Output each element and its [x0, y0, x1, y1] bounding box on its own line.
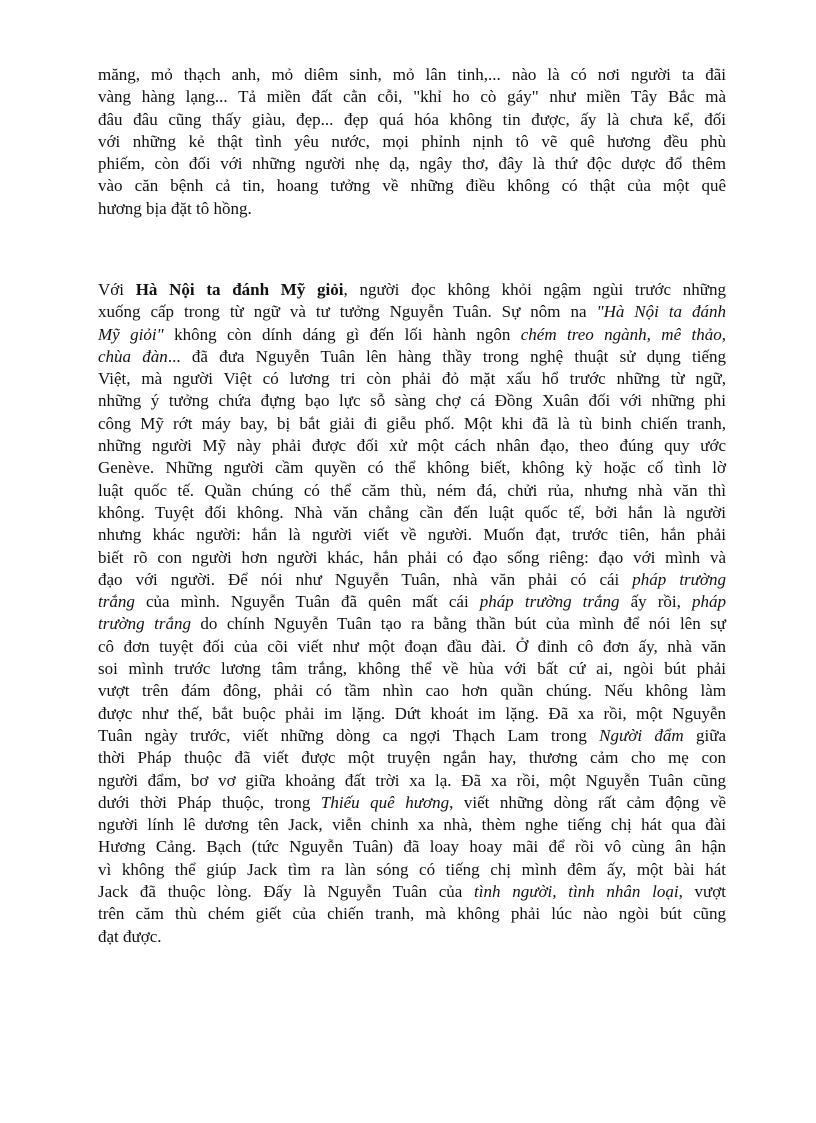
- text-run: trên căm thù chém giết của chiến tranh, mà không phải lúc nào ngòi bút cũng: [98, 904, 726, 924]
- italic-text: trường trắng: [98, 614, 191, 634]
- text-line: [98, 814, 726, 836]
- italic-text: Người đẩm: [599, 725, 684, 745]
- text-run: cô đơn tuyệt đối của cõi viết như một đoạn đầu đài. Ở đỉnh cô đơn ấy, nhà văn: [98, 636, 726, 656]
- text-line: [98, 770, 726, 792]
- text-run: những ý tưởng chứa đựng bạo lực sỗ sàng chợ cá Đồng Xuân đối với những phi: [98, 391, 726, 411]
- text-run: Genève. Những người cầm quyền có thể không biết, không kỳ hoặc cố tình lờ: [98, 458, 726, 478]
- text-run: phiếm, còn đối với những người nhẹ dạ, ngây thơ, đây là thứ độc dược đổ thêm: [98, 154, 726, 174]
- text-run: đạt được.: [98, 926, 162, 946]
- text-run: Tuân ngày trước, viết những dòng ca ngợi Thạch Lam trong: [98, 725, 600, 745]
- text-line: [98, 175, 726, 197]
- text-line: [98, 703, 726, 725]
- italic-text: trắng: [98, 592, 135, 612]
- text-run: Jack đã thuộc lòng. Đấy là Nguyễn Tuân của: [98, 882, 475, 902]
- text-run: được như thế, bắt buộc phải im lặng. Dứt khoát im lặng. Đã xa rồi, một Nguyễn: [98, 703, 726, 723]
- italic-text: Mỹ giỏi": [98, 324, 164, 344]
- text-run: công Mỹ rớt máy bay, bị bắt giải đi giễu phố. Một khi đã là tù binh chiến tranh,: [98, 413, 726, 433]
- text-run: vì không thể giúp Jack tìm ra làn sóng có tiếng chị mình đêm ấy, một bài hát: [98, 859, 726, 879]
- italic-text: Thiếu quê hương: [320, 792, 450, 812]
- text-line: [98, 547, 726, 569]
- text-run: đạo với người. Để nói như Nguyễn Tuân, nhà văn phải có cái: [98, 569, 633, 589]
- text-run: xuống cấp trong từ ngữ và tư tưởng Nguyễn Tuân. Sự nôm na: [98, 302, 597, 322]
- text-run: hương bịa đặt tô hồng.: [98, 198, 252, 218]
- italic-text: chém treo ngành, mê thảo,: [520, 324, 727, 344]
- text-line: [98, 153, 726, 175]
- text-line: [98, 86, 726, 108]
- text-line: [98, 569, 726, 591]
- text-line: [98, 658, 726, 680]
- text-line: [98, 680, 726, 702]
- text-run: ấy rồi,: [619, 592, 692, 612]
- text-run: vàng hàng lạng... Tả miền đất cằn cỗi, "khỉ ho cò gáy" như miền Tây Bắc mà: [98, 87, 726, 107]
- text-run: , viết những dòng rất cảm động về: [449, 792, 727, 812]
- bold-text: Hà Nội ta đánh Mỹ giỏi: [135, 280, 344, 299]
- text-line: [98, 591, 726, 613]
- text-line: [98, 725, 726, 747]
- italic-text: chùa đàn: [98, 346, 168, 366]
- text-line: [98, 109, 726, 131]
- italic-text: pháp: [692, 592, 726, 612]
- text-line: [98, 64, 726, 86]
- text-line: [98, 613, 726, 635]
- text-line: [98, 435, 726, 457]
- text-line: [98, 279, 726, 301]
- text-line: [98, 636, 726, 658]
- text-run: đâu đâu cũng thấy giàu, đẹp... đẹp quá hóa không tin được, ấy là chưa kể, đối: [98, 109, 726, 129]
- italic-text: pháp trường trắng: [479, 592, 620, 612]
- text-run: không còn dính dáng gì đến lối hành ngôn: [163, 324, 521, 344]
- text-run: , người đọc không khỏi ngậm ngùi trước những: [343, 280, 726, 299]
- text-line: [98, 457, 726, 479]
- text-run: của mình. Nguyễn Tuân đã quên mất cái: [134, 592, 480, 612]
- text-line: [98, 324, 726, 346]
- text-line: [98, 198, 726, 220]
- text-line: [98, 413, 726, 435]
- text-line: [98, 881, 726, 903]
- text-line: [98, 131, 726, 153]
- text-run: với những kẻ thật tình yêu nước, mọi phỉnh nịnh tô vẽ quê hương đều phù: [98, 131, 726, 151]
- text-run: Việt, mà người Việt có lương tri còn phải đỏ mặt xấu hổ trước những từ ngữ,: [98, 369, 726, 389]
- text-run: luật quốc tế. Quần chúng có thể căm thù, ném đá, chửi rủa, nhưng nhà văn thì: [98, 480, 726, 500]
- text-run: giữa: [683, 725, 727, 745]
- text-run: do chính Nguyễn Tuân tạo ra bằng thần bút của mình để nói lên sự: [190, 614, 726, 634]
- text-line: [98, 859, 726, 881]
- text-run: Với: [98, 280, 136, 299]
- text-line: [98, 502, 726, 524]
- text-line: [98, 792, 726, 814]
- text-run: thời Pháp thuộc đã viết được một truyện ngắn hay, thương cảm cho mẹ con: [98, 748, 726, 768]
- text-run: những người Mỹ này phải được đối xử một cách nhân đạo, theo đúng quy ước: [98, 436, 726, 456]
- text-run: soi mình trước lương tâm trắng, không thể về hùa với bất cứ ai, ngòi bút phải: [98, 659, 726, 679]
- text-run: không. Tuyệt đối không. Nhà văn chẳng cần đến luật quốc tế, bởi hắn là người: [98, 502, 726, 522]
- text-line: [98, 926, 726, 948]
- text-line: [98, 368, 726, 390]
- text-run: măng, mỏ thạch anh, mỏ diêm sinh, mỏ lân tinh,... nào là có nơi người ta đãi: [98, 65, 726, 84]
- italic-text: pháp trường: [632, 569, 727, 589]
- text-run: vượt trên đám đông, phải có tầm nhìn cao hơn quần chúng. Nếu không làm: [98, 681, 726, 701]
- text-run: người lính lê dương tên Jack, viễn chinh xa nhà, thèm nghe tiếng chị hát qua đài: [98, 815, 726, 835]
- text-line: [98, 390, 726, 412]
- text-run: dưới thời Pháp thuộc, trong: [98, 792, 321, 812]
- text-line: [98, 836, 726, 858]
- text-line: [98, 301, 726, 323]
- text-line: [98, 346, 726, 368]
- text-run: ... đã đưa Nguyễn Tuân lên hàng thầy trong nghệ thuật sử dụng tiếng: [167, 346, 726, 366]
- text-line: [98, 480, 726, 502]
- italic-text: "Hà Nội ta đánh: [596, 302, 726, 322]
- text-run: nhưng khác người: hắn là người viết về người. Muốn đạt, trước tiên, hắn phải: [98, 525, 726, 545]
- text-run: biết rõ con người hơn người khác, hắn phải có đạo sống riêng: đạo với mình và: [98, 547, 726, 567]
- text-run: Hương Cảng. Bạch (tức Nguyễn Tuân) đã loay hoay mãi để rồi vô cùng ân hận: [98, 837, 726, 857]
- text-run: người đẩm, bơ vơ giữa khoảng đất trời xa lạ. Đã xa rồi, một Nguyễn Tuân cũng: [98, 770, 726, 790]
- text-run: , vượt: [678, 882, 726, 902]
- italic-text: tình người, tình nhân loại: [474, 882, 679, 902]
- text-line: [98, 524, 726, 546]
- paragraph-1: [98, 64, 726, 220]
- paragraph-2: [98, 279, 726, 948]
- text-line: [98, 747, 726, 769]
- text-line: [98, 903, 726, 925]
- text-run: vào căn bệnh cả tin, hoang tưởng về những điều không có thật của một quê: [98, 176, 726, 196]
